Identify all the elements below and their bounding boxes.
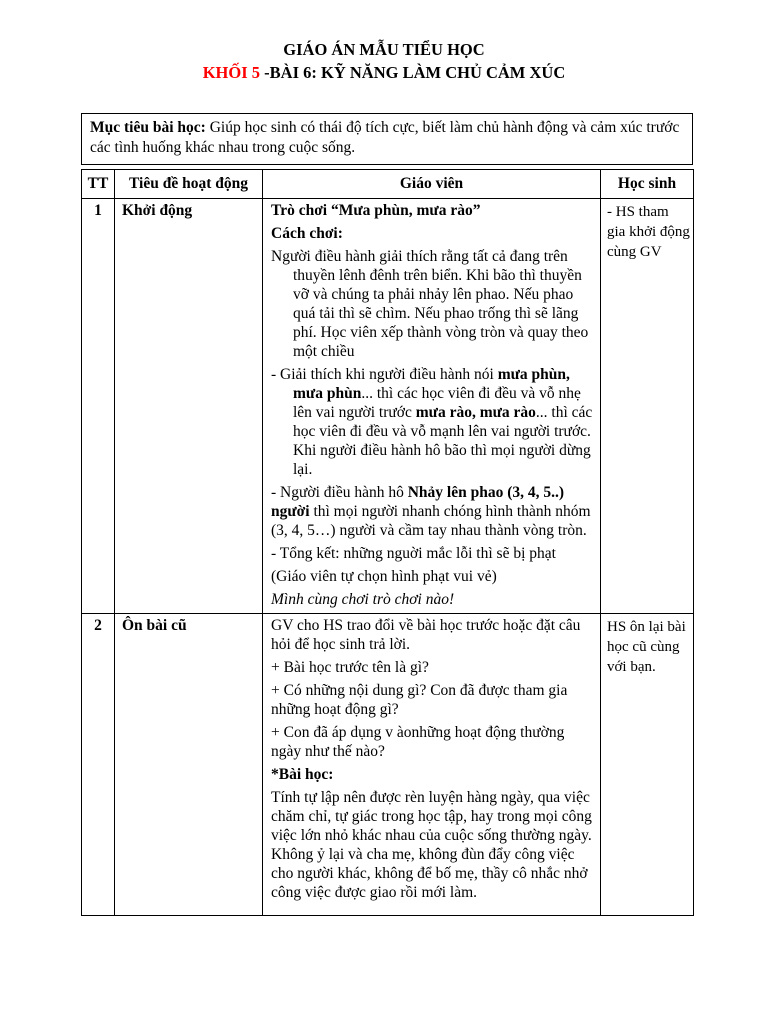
activity-title-cell: Khởi động <box>115 199 263 614</box>
teacher-paragraph: *Bài học: <box>271 766 334 783</box>
document-title-block <box>0 0 768 84</box>
document-title-lesson: -BÀI 6: KỸ NĂNG LÀM CHỦ CẢM XÚC <box>260 63 566 82</box>
teacher-paragraph: (Giáo viên tự chọn hình phạt vui vẻ) <box>271 568 497 585</box>
document-title-grade: KHỐI 5 <box>202 63 261 82</box>
document-title-line2 <box>0 61 768 84</box>
lesson-table-body <box>82 199 694 916</box>
objective-text: Giúp học sinh có thái độ tích cực, biết làm chủ hành động và cảm xúc trước các tình huống khác nhau trong cuộc sống. <box>90 119 680 156</box>
teacher-paragraph: GV cho HS trao đổi về bài học trước hoặc đặt câu hỏi để học sinh trả lời. <box>271 617 581 653</box>
teacher-paragraph: + Có những nội dung gì? Con đã được tham gia những hoạt động gì? <box>271 682 568 718</box>
lesson-plan-table <box>81 169 694 916</box>
teacher-paragraph: Trò chơi “Mưa phùn, mưa rào” <box>271 202 481 219</box>
teacher-paragraph: - Tổng kết: những nguời mắc lỗi thì sẽ bị phạt <box>271 545 556 562</box>
activity-title-cell: Ôn bài cũ <box>115 614 263 916</box>
activity-row <box>82 199 694 614</box>
header-teacher: Giáo viên <box>263 170 601 199</box>
objective-box <box>81 113 693 165</box>
teacher-paragraph: Tính tự lập nên được rèn luyện hàng ngày, qua việc chăm chỉ, tự giác trong học tập, hay trong mọi công việc lớn nhỏ khác nhau của cuộc sống thường ngày. Không ỷ lại và cha mẹ, không đùn đẩy công việc cho người khác, không để bố mẹ, thầy cô nhắc nhở công việc được giao rồi mới làm. <box>271 789 592 901</box>
teacher-paragraph: - Giải thích khi người điều hành nói mưa phùn, mưa phùn... thì các học viên đi đều và vỗ nhẹ lên vai người trước mưa rào, mưa rào... thì các học viên đi đều và vỗ mạnh lên vai người trước. Khi người điều hành hô bão thì mọi người dừng lại. <box>271 366 593 478</box>
row-number-cell: 1 <box>82 199 115 614</box>
table-header-row <box>82 170 694 199</box>
teacher-cell <box>263 199 601 614</box>
header-tt: TT <box>82 170 115 199</box>
objective-label: Mục tiêu bài học: <box>90 119 206 136</box>
teacher-paragraph: - Người điều hành hô Nhảy lên phao (3, 4, 5..) người thì mọi người nhanh chóng hình thành nhóm (3, 4, 5…) người và cầm tay nhau thành vòng tròn. <box>271 484 591 539</box>
teacher-cell <box>263 614 601 916</box>
teacher-paragraph: + Con đã áp dụng v àonhững hoạt động thường ngày như thế nào? <box>271 724 565 760</box>
student-cell: - HS tham gia khởi động cùng GV <box>601 199 694 614</box>
document-content <box>81 113 693 916</box>
teacher-paragraph: Mình cùng chơi trò chơi nào! <box>271 591 455 608</box>
teacher-paragraph: + Bài học trước tên là gì? <box>271 659 429 676</box>
activity-row <box>82 614 694 916</box>
teacher-paragraph: Cách chơi: <box>271 225 343 242</box>
header-activity-title: Tiêu đề hoạt động <box>115 170 263 199</box>
row-number-cell: 2 <box>82 614 115 916</box>
student-cell: HS ôn lại bài học cũ cùng với bạn. <box>601 614 694 916</box>
teacher-paragraph: Người điều hành giải thích rằng tất cả đang trên thuyền lênh đênh trên biển. Khi bão thì thuyền vỡ và chúng ta phải nhảy lên phao. Nếu phao quá tải thì sẽ chìm. Nếu phao trống thì sẽ lãng phí. Học viên xếp thành vòng tròn và quay theo một chiều <box>271 248 589 360</box>
document-title-line1: GIÁO ÁN MẪU TIỂU HỌC <box>283 40 485 59</box>
header-student: Học sinh <box>601 170 694 199</box>
